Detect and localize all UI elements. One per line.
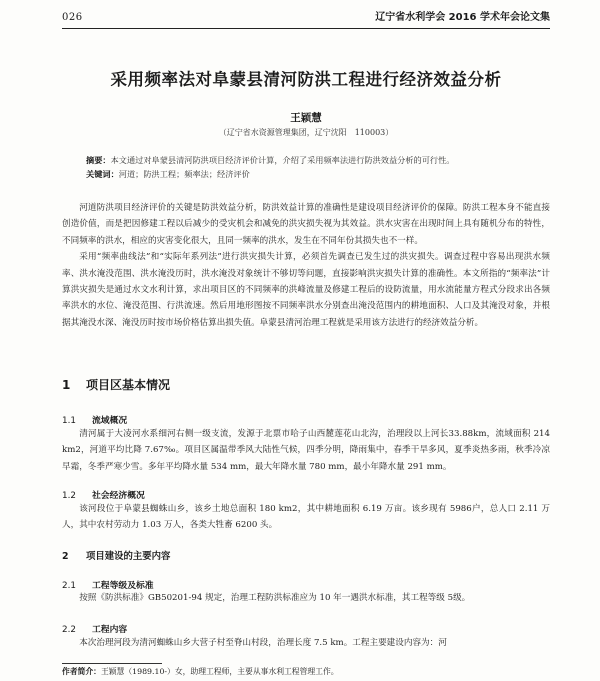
intro-paragraph-1: 河道防洪项目经济评价的关键是防洪效益分析，防洪效益计算的准确性是建设项目经济评价的保障。防洪工程本身不能直接创造价值，而是把因修建工程以后减少的受灾机会和减免的洪灾损失视为其效益。洪水灾害在出现时间上具有随机分布的特性，不同频率的洪水，相应的灾害变化很大，且同一频率的洪水，发生在不同年份其损失也不一样。 <box>62 203 550 246</box>
paragraph: 该河段位于阜蒙县蜘蛛山乡，该乡土地总面积 180 km2，其中耕地面积 6.19 万亩。该乡现有 5986户，总人口 2.11 万人，其中农村劳动力 1.03 万人，各类大牲畜 6200 头。 <box>62 504 550 531</box>
section-2-2-heading <box>62 622 127 635</box>
abstract-line <box>86 153 536 167</box>
paragraph: 本次治理河段为清河蜘蛛山乡大营子村至脊山村段，治理长度 7.5 km。工程主要建设内容为：河 <box>79 638 447 648</box>
section-1-1-heading <box>62 413 127 426</box>
intro-section <box>62 200 550 331</box>
page-number: 026 <box>62 12 83 23</box>
section-1-1-body <box>62 426 550 475</box>
paragraph: 按照《防洪标准》GB50201-94 规定，治理工程防洪标准应为 10 年一遇洪水标准，其工程等级 5级。 <box>79 593 471 603</box>
subsection-title: 工程等级及标准 <box>92 581 154 591</box>
paper-title: 采用频率法对阜蒙县清河防洪工程进行经济效益分析 <box>110 70 502 89</box>
section-1-heading <box>62 376 170 393</box>
subsection-number: 1.1 <box>62 416 76 426</box>
keywords-label: 关键词： <box>86 169 119 179</box>
author-affiliation: （辽宁省水资源管理集团，辽宁沈阳 110003） <box>218 128 394 137</box>
subsection-title: 社会经济概况 <box>92 491 145 501</box>
keywords-text: 河道；防洪工程；频率法；经济评价 <box>118 169 250 179</box>
section-number: 2 <box>62 551 69 562</box>
subsection-number: 2.2 <box>62 625 76 635</box>
intro-paragraph-2: 采用“频率曲线法”和“实际年系列法”进行洪灾损失计算，必须首先调查已发生过的洪灾损失。调查过程中容易出现洪水频率、洪水淹没范围、洪水淹没历时，洪水淹没对象统计不够切等问题，直接影响洪灾损失计算的准确性。本文所指的“频率法”计算洪灾损失是通过水文水利计算，求出项目区的不同频率的洪峰流量及修建工程后的设防流量，用水流能量方程式分段求出各频率洪水的水位、淹没范围、行洪流速。然后用地形图按不同频率洪水分别查出淹没范围内的耕地面积、人口及其淹没对象，并根据其淹没水深、淹没历时按市场价格估算出损失值。阜蒙县清河治理工程就是采用该方法进行的经济效益分析。 <box>62 252 550 328</box>
footnote-divider <box>62 663 162 664</box>
subsection-title: 流域概况 <box>92 416 128 426</box>
section-1-2-heading <box>62 488 145 501</box>
author-name: 王颖慧 <box>290 112 322 124</box>
section-title: 项目建设的主要内容 <box>86 551 171 562</box>
abstract-block <box>86 153 536 181</box>
section-1-2-body <box>62 501 550 534</box>
abstract-text: 本文通过对阜蒙县清河防洪项目经济评价计算，介绍了采用频率法进行防洪效益分析的可行性。 <box>110 155 455 165</box>
keywords-line <box>86 167 536 181</box>
conference-name: 辽宁省水利学会 2016 学术年会论文集 <box>375 12 550 23</box>
paragraph: 清河属于大凌河水系细河右侧一级支流，发源于北票市哈子山西麓莲花山北沟，治理段以上河长33.88km，流域面积 214 km2，河道平均比降 7.67‰。项目区属温带季风大陆性气候，四季分明，降雨集中，春季干旱多风，夏季炎热多雨，秋季冷凉早霜，冬季严寒少雪。多年平均降水量 534 mm，最大年降水量 780 mm，最小年降水量 291 mm。 <box>62 429 550 472</box>
subsection-number: 1.2 <box>62 491 76 501</box>
footnote-label: 作者简介： <box>62 667 101 676</box>
section-2-1-body <box>62 590 550 606</box>
footnote-text: 王颖慧（1989.10-）女，助理工程师，主要从事水利工程管理工作。 <box>100 667 339 676</box>
abstract-label: 摘要： <box>86 155 111 165</box>
subsection-title: 工程内容 <box>92 625 128 635</box>
running-header <box>62 10 550 29</box>
section-2-heading <box>62 548 170 562</box>
author-footnote <box>62 666 550 677</box>
section-2-2-body <box>62 635 550 651</box>
section-number: 1 <box>62 378 71 392</box>
section-title: 项目区基本情况 <box>86 378 171 392</box>
subsection-number: 2.1 <box>62 581 76 591</box>
